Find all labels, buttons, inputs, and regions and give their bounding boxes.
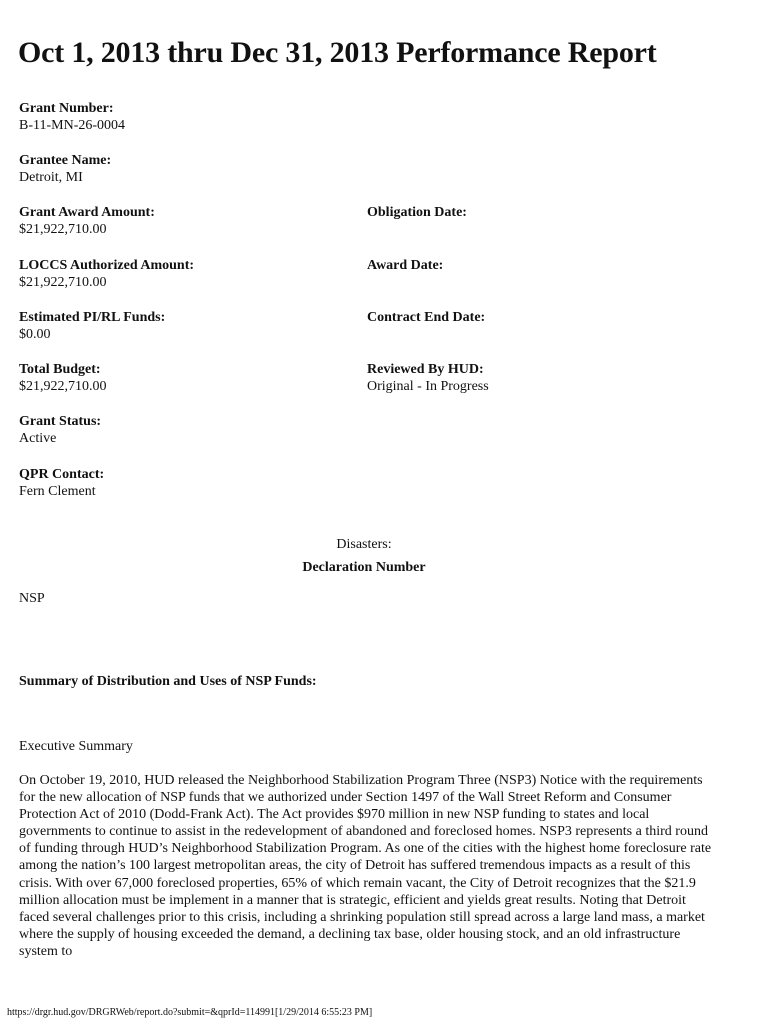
- declaration-number-header: Declaration Number: [302, 560, 426, 575]
- grant-award-amount-label: Grant Award Amount:: [19, 205, 155, 220]
- reviewed-by-hud-value: Original - In Progress: [367, 379, 489, 394]
- grantee-name-field: [19, 152, 111, 186]
- obligation-date-field: [367, 204, 467, 221]
- declaration-row: NSP: [19, 591, 45, 606]
- grant-status-value: Active: [19, 431, 57, 446]
- estimated-pi-rl-funds-value: $0.00: [19, 327, 51, 342]
- total-budget-field: [19, 361, 107, 395]
- footer-url: https://drgr.hud.gov/DRGRWeb/report.do?submit=&qprId=114991[1/29/2014 6:55:23 PM]: [7, 1007, 373, 1018]
- qpr-contact-label: QPR Contact:: [19, 467, 105, 482]
- loccs-authorized-amount-label: LOCCS Authorized Amount:: [19, 258, 195, 273]
- contract-end-date-label: Contract End Date:: [367, 310, 486, 325]
- obligation-date-label: Obligation Date:: [367, 205, 467, 220]
- disasters-label: Disasters:: [336, 537, 392, 552]
- contract-end-date-field: [367, 309, 485, 326]
- reviewed-by-hud-label: Reviewed By HUD:: [367, 362, 484, 377]
- grant-number-value: B-11-MN-26-0004: [19, 118, 126, 133]
- grant-number-field: [19, 100, 125, 134]
- estimated-pi-rl-funds-label: Estimated PI/RL Funds:: [19, 310, 166, 325]
- total-budget-value: $21,922,710.00: [19, 379, 107, 394]
- qpr-contact-value: Fern Clement: [19, 484, 96, 499]
- grantee-name-label: Grantee Name:: [19, 153, 112, 168]
- award-date-label: Award Date:: [367, 258, 444, 273]
- reviewed-by-hud-field: [367, 361, 489, 395]
- estimated-pi-rl-funds-field: [19, 309, 165, 343]
- qpr-contact-field: [19, 466, 104, 500]
- page-title: Oct 1, 2013 thru Dec 31, 2013 Performance Report: [18, 36, 657, 69]
- grant-award-amount-value: $21,922,710.00: [19, 222, 107, 237]
- grant-status-label: Grant Status:: [19, 414, 102, 429]
- award-date-field: [367, 257, 443, 274]
- loccs-authorized-amount-value: $21,922,710.00: [19, 275, 107, 290]
- summary-heading: Summary of Distribution and Uses of NSP Funds:: [19, 674, 317, 689]
- grant-status-field: [19, 413, 101, 447]
- loccs-authorized-amount-field: [19, 257, 194, 291]
- total-budget-label: Total Budget:: [19, 362, 101, 377]
- executive-summary-body: On October 19, 2010, HUD released the Neighborhood Stabilization Program Three (NSP3) Notice with the requirements for the new allocation of NSP funds that we authorized under Section 1497 of the Wall Street Reform and Consumer Protection Act of 2010 (Dodd-Frank Act). The Act provides $970 million in new NSP funding to states and local governments to continue to assist in the redevelopment of abandoned and foreclosed homes. NSP3 represents a third round of funding through HUD’s Neighborhood Stabilization Program. As one of the cities with the highest home foreclosure rate among the nation’s 100 largest metropolitan areas, the city of Detroit has suffered tremendous impacts as a result of this crisis. With over 67,000 foreclosed properties, 65% of which remain vacant, the City of Detroit recognizes that the $21.9 million allocation must be implement in a manner that is strategic, efficient and yields great results. Noting that Detroit faced several challenges prior to this crisis, including a shrinking population still spread across a large land mass, a market where the supply of housing exceeded the demand, a declining tax base, older housing stock, and an old infrastructure system to: [19, 773, 712, 959]
- executive-summary-heading: Executive Summary: [19, 739, 133, 754]
- grant-award-amount-field: [19, 204, 155, 238]
- grantee-name-value: Detroit, MI: [19, 170, 83, 185]
- grant-number-label: Grant Number:: [19, 101, 114, 116]
